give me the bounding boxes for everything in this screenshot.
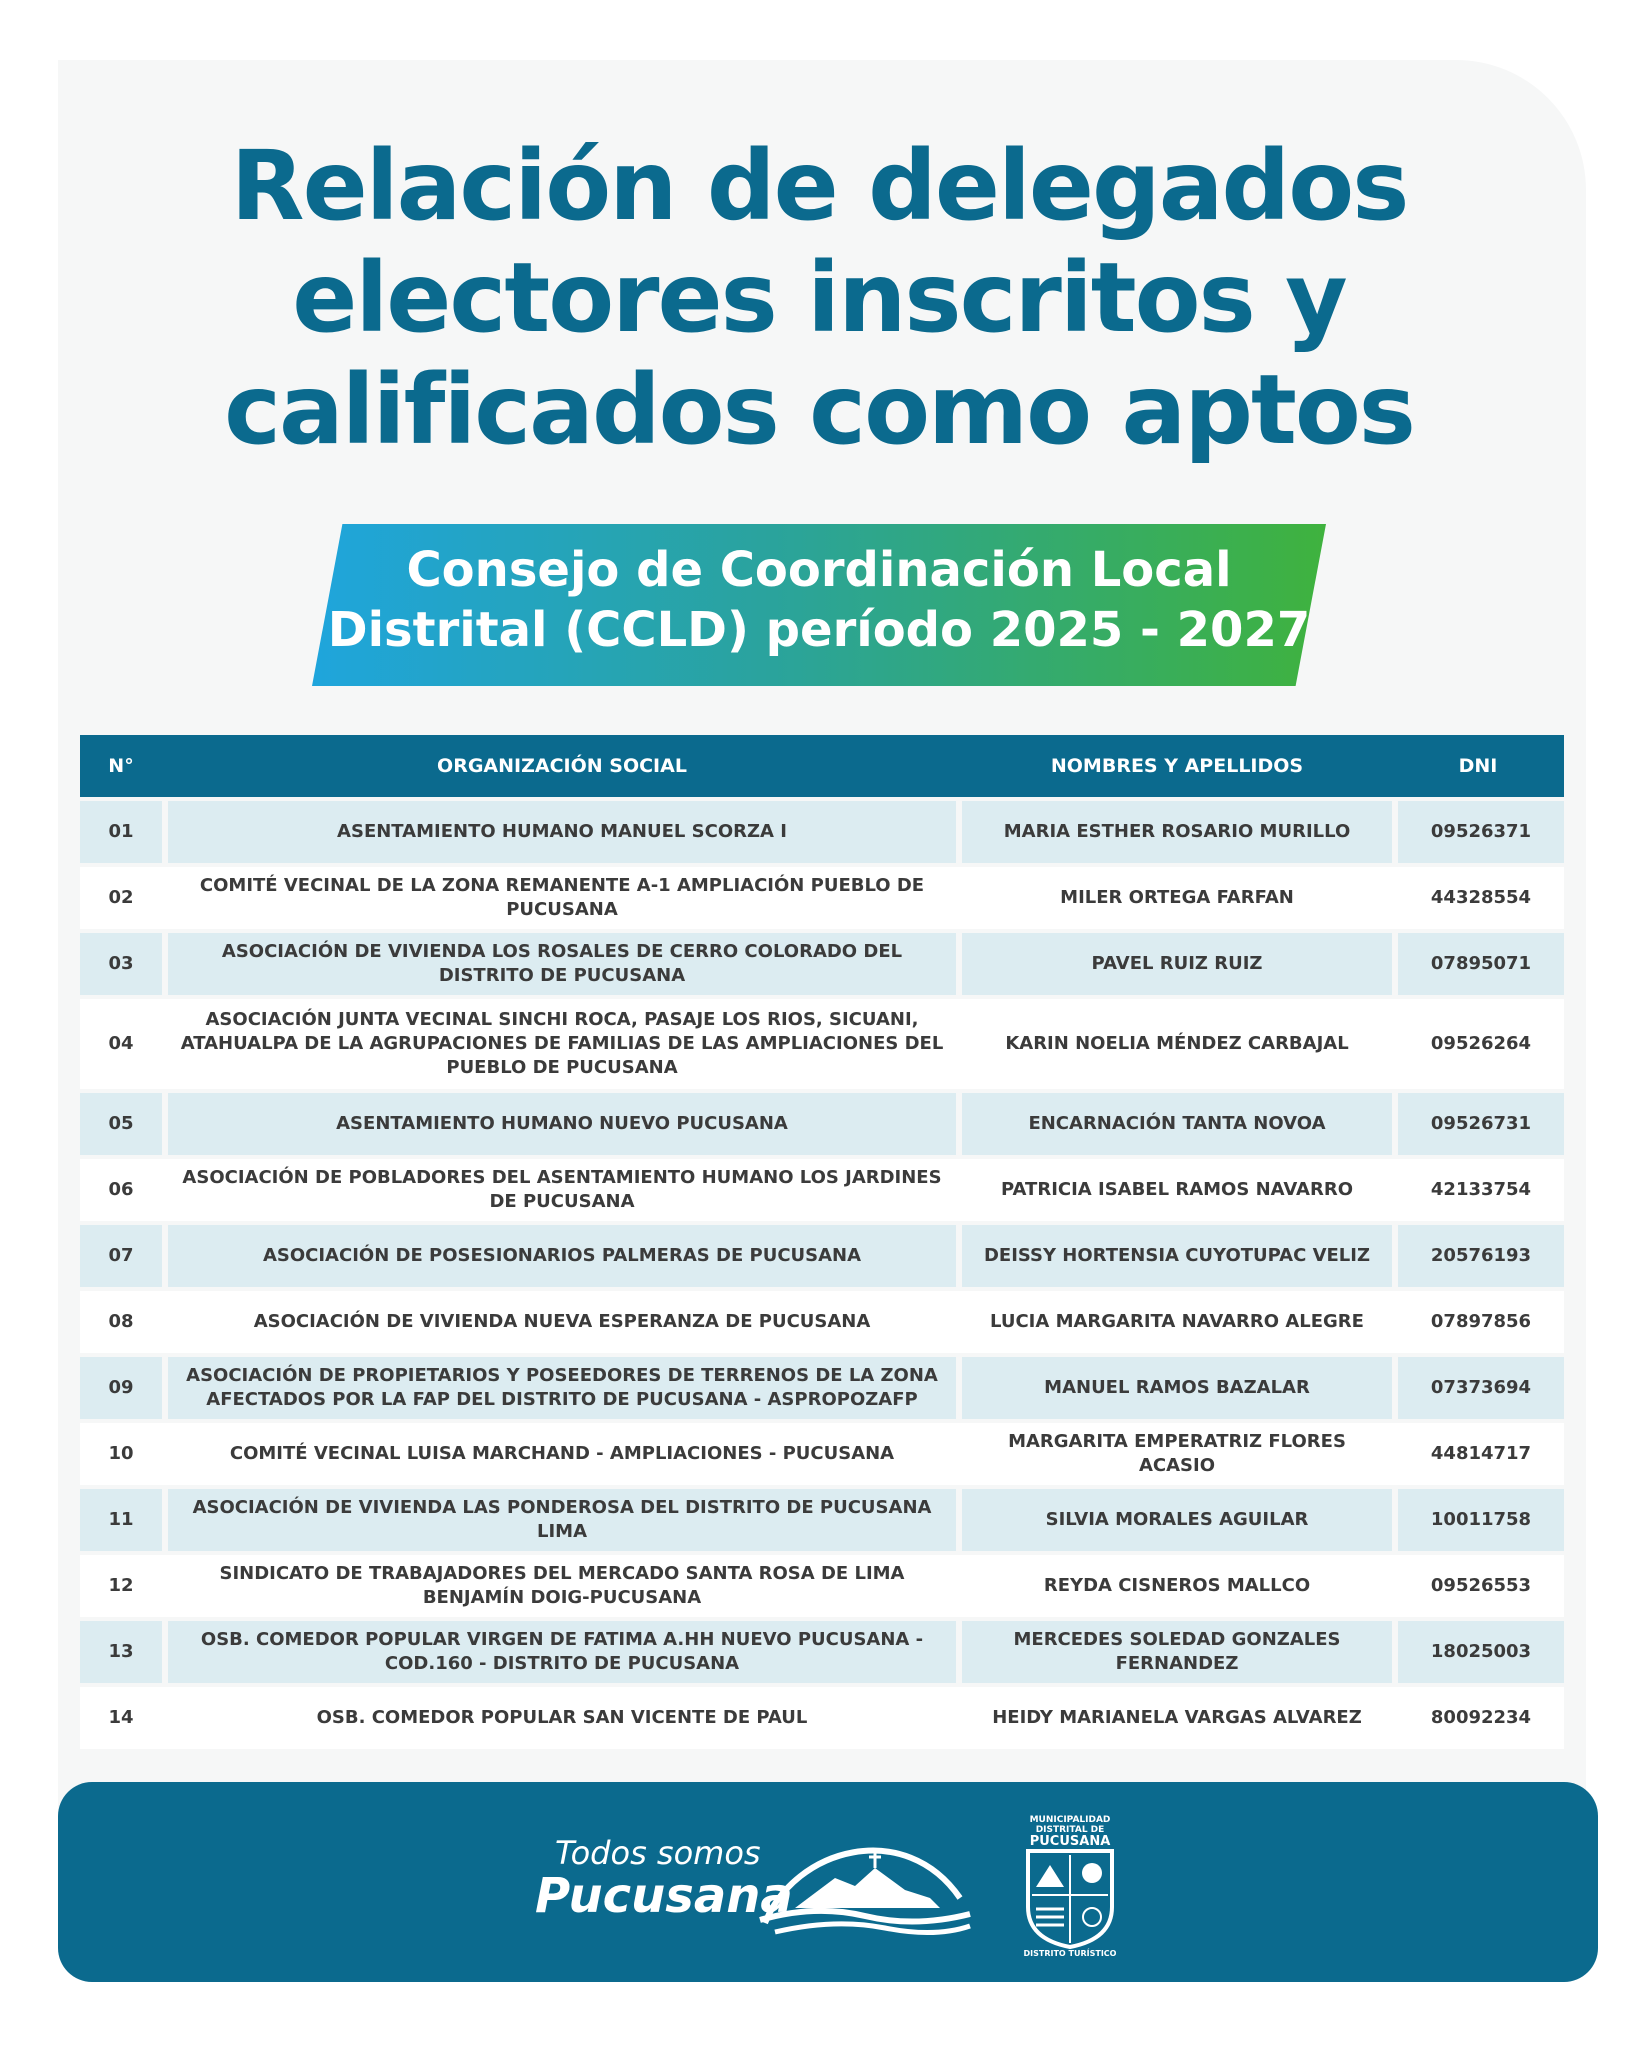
- brand-line-2: Pucusana: [535, 1868, 793, 1924]
- cell-num: 12: [108, 1575, 134, 1596]
- cell-dni: 10011758: [1398, 1489, 1564, 1551]
- cell-num: 05: [80, 1093, 162, 1155]
- table-row: [80, 801, 1564, 863]
- cell-name: MARIA ESTHER ROSARIO MURILLO: [962, 801, 1392, 863]
- cell-name: MERCEDES SOLEDAD GONZALES FERNANDEZ: [962, 1621, 1392, 1683]
- cell-organization: ASOCIACIÓN DE VIVIENDA NUEVA ESPERANZA DE PUCUSANA: [253, 1311, 871, 1332]
- cell-organization: ASOCIACIÓN DE PROPIETARIOS Y POSEEDORES DE TERRENOS DE LA ZONA AFECTADOS POR LA FAP DEL DISTRITO DE PUCUSANA - ASPROPOZAFP: [168, 1357, 956, 1419]
- header-org: ORGANIZACIÓN SOCIAL: [437, 755, 687, 777]
- cell-dni: 07895071: [1398, 933, 1564, 995]
- crest-top-text: MUNICIPALIDAD DISTRITAL DE: [1029, 1815, 1111, 1835]
- cell-name: SILVIA MORALES AGUILAR: [962, 1489, 1392, 1551]
- subtitle-line-2: Distrital (CCLD) período 2025 - 2027: [327, 602, 1311, 658]
- cell-organization: ASENTAMIENTO HUMANO NUEVO PUCUSANA: [168, 1093, 956, 1155]
- cell-name: ENCARNACIÓN TANTA NOVOA: [962, 1093, 1392, 1155]
- table-row: [80, 1357, 1564, 1419]
- crest-name-text: PUCUSANA: [1029, 1834, 1111, 1849]
- cell-name: REYDA CISNEROS MALLCO: [1043, 1575, 1311, 1596]
- cell-num: 06: [108, 1179, 134, 1200]
- cell-name: LUCIA MARGARITA NAVARRO ALEGRE: [990, 1311, 1364, 1332]
- cell-name: DEISSY HORTENSIA CUYOTUPAC VELIZ: [962, 1225, 1392, 1287]
- table-row: [80, 1225, 1564, 1287]
- title-line-1: Relación de delegados: [230, 130, 1408, 242]
- cell-name: PAVEL RUIZ RUIZ: [962, 933, 1392, 995]
- cell-num: 13: [80, 1621, 162, 1683]
- hill-wave-icon: [755, 1828, 975, 1938]
- shield-icon: [1024, 1847, 1116, 1951]
- table-row: [80, 1555, 1564, 1617]
- cell-organization: OSB. COMEDOR POPULAR VIRGEN DE FATIMA A.HH NUEVO PUCUSANA - COD.160 - DISTRITO DE PUCUSANA: [168, 1621, 956, 1683]
- cell-dni: 09526264: [1430, 1033, 1532, 1054]
- header-num: N°: [108, 755, 134, 777]
- cell-dni: 07373694: [1398, 1357, 1564, 1419]
- cell-organization: ASENTAMIENTO HUMANO MANUEL SCORZA I: [168, 801, 956, 863]
- cell-organization: ASOCIACIÓN DE VIVIENDA LAS PONDEROSA DEL DISTRITO DE PUCUSANA LIMA: [168, 1489, 956, 1551]
- header-name: NOMBRES Y APELLIDOS: [1050, 755, 1304, 777]
- table-row: [80, 999, 1564, 1089]
- municipal-crest-logo: [1018, 1815, 1122, 1960]
- cell-num: 07: [80, 1225, 162, 1287]
- cell-dni: 80092234: [1430, 1707, 1532, 1728]
- cell-name: MANUEL RAMOS BAZALAR: [962, 1357, 1392, 1419]
- todos-somos-pucusana-logo: [535, 1828, 975, 1948]
- cell-organization: SINDICATO DE TRABAJADORES DEL MERCADO SANTA ROSA DE LIMA BENJAMÍN DOIG-PUCUSANA: [219, 1563, 905, 1608]
- crest-bottom-text: DISTRITO TURÍSTICO: [1023, 1949, 1117, 1958]
- cell-organization: ASOCIACIÓN DE POBLADORES DEL ASENTAMIENTO HUMANO LOS JARDINES DE PUCUSANA: [182, 1167, 942, 1212]
- cell-organization: COMITÉ VECINAL DE LA ZONA REMANENTE A-1 AMPLIACIÓN PUEBLO DE PUCUSANA: [199, 875, 925, 920]
- delegates-table: [80, 735, 1564, 1749]
- page-title: [0, 130, 1638, 466]
- table-row: [80, 1159, 1564, 1221]
- cell-dni: 44814717: [1430, 1443, 1532, 1464]
- cell-num: 10: [108, 1443, 134, 1464]
- table-row: [80, 1621, 1564, 1683]
- cell-num: 11: [80, 1489, 162, 1551]
- cell-organization: ASOCIACIÓN JUNTA VECINAL SINCHI ROCA, PASAJE LOS RIOS, SICUANI, ATAHUALPA DE LA AGRUPACIONES DE FAMILIAS DE LAS AMPLIACIONES DEL PUEBLO DE PUCUSANA: [180, 1009, 944, 1078]
- cell-name: HEIDY MARIANELA VARGAS ALVAREZ: [992, 1707, 1362, 1728]
- cell-num: 03: [80, 933, 162, 995]
- table-row: [80, 1687, 1564, 1749]
- cell-organization: ASOCIACIÓN DE VIVIENDA LOS ROSALES DE CERRO COLORADO DEL DISTRITO DE PUCUSANA: [168, 933, 956, 995]
- cell-dni: 07897856: [1430, 1311, 1532, 1332]
- cell-num: 04: [108, 1033, 134, 1054]
- table-row: [80, 1291, 1564, 1353]
- cell-organization: OSB. COMEDOR POPULAR SAN VICENTE DE PAUL: [316, 1707, 808, 1728]
- cell-dni: 20576193: [1398, 1225, 1564, 1287]
- table-row: [80, 867, 1564, 929]
- subtitle: [312, 540, 1326, 660]
- table-row: [80, 1423, 1564, 1485]
- table-row: [80, 1489, 1564, 1551]
- cell-num: 09: [80, 1357, 162, 1419]
- table-row: [80, 933, 1564, 995]
- subtitle-line-1: Consejo de Coordinación Local: [406, 542, 1232, 598]
- table-body: [80, 801, 1564, 1749]
- cell-dni: 18025003: [1398, 1621, 1564, 1683]
- cell-dni: 09526553: [1430, 1575, 1532, 1596]
- title-line-3: calificados como aptos: [224, 354, 1414, 466]
- cell-dni: 09526371: [1398, 801, 1564, 863]
- cell-dni: 09526731: [1398, 1093, 1564, 1155]
- table-header: [80, 735, 1564, 797]
- brand-line-1: Todos somos: [555, 1834, 761, 1872]
- cell-num: 01: [80, 801, 162, 863]
- cell-name: MILER ORTEGA FARFAN: [1060, 887, 1294, 908]
- header-dni: DNI: [1458, 755, 1498, 777]
- cell-name: PATRICIA ISABEL RAMOS NAVARRO: [1000, 1179, 1354, 1200]
- cell-organization: ASOCIACIÓN DE POSESIONARIOS PALMERAS DE PUCUSANA: [168, 1225, 956, 1287]
- cell-dni: 44328554: [1430, 887, 1532, 908]
- cell-name: KARIN NOELIA MÉNDEZ CARBAJAL: [1005, 1033, 1349, 1054]
- cell-name: MARGARITA EMPERATRIZ FLORES ACASIO: [1008, 1431, 1346, 1476]
- cell-num: 14: [108, 1707, 134, 1728]
- title-line-2: electores inscritos y: [292, 242, 1346, 354]
- table-row: [80, 1093, 1564, 1155]
- cell-num: 08: [108, 1311, 134, 1332]
- cell-organization: COMITÉ VECINAL LUISA MARCHAND - AMPLIACIONES - PUCUSANA: [229, 1443, 895, 1464]
- cell-dni: 42133754: [1430, 1179, 1532, 1200]
- cell-num: 02: [108, 887, 134, 908]
